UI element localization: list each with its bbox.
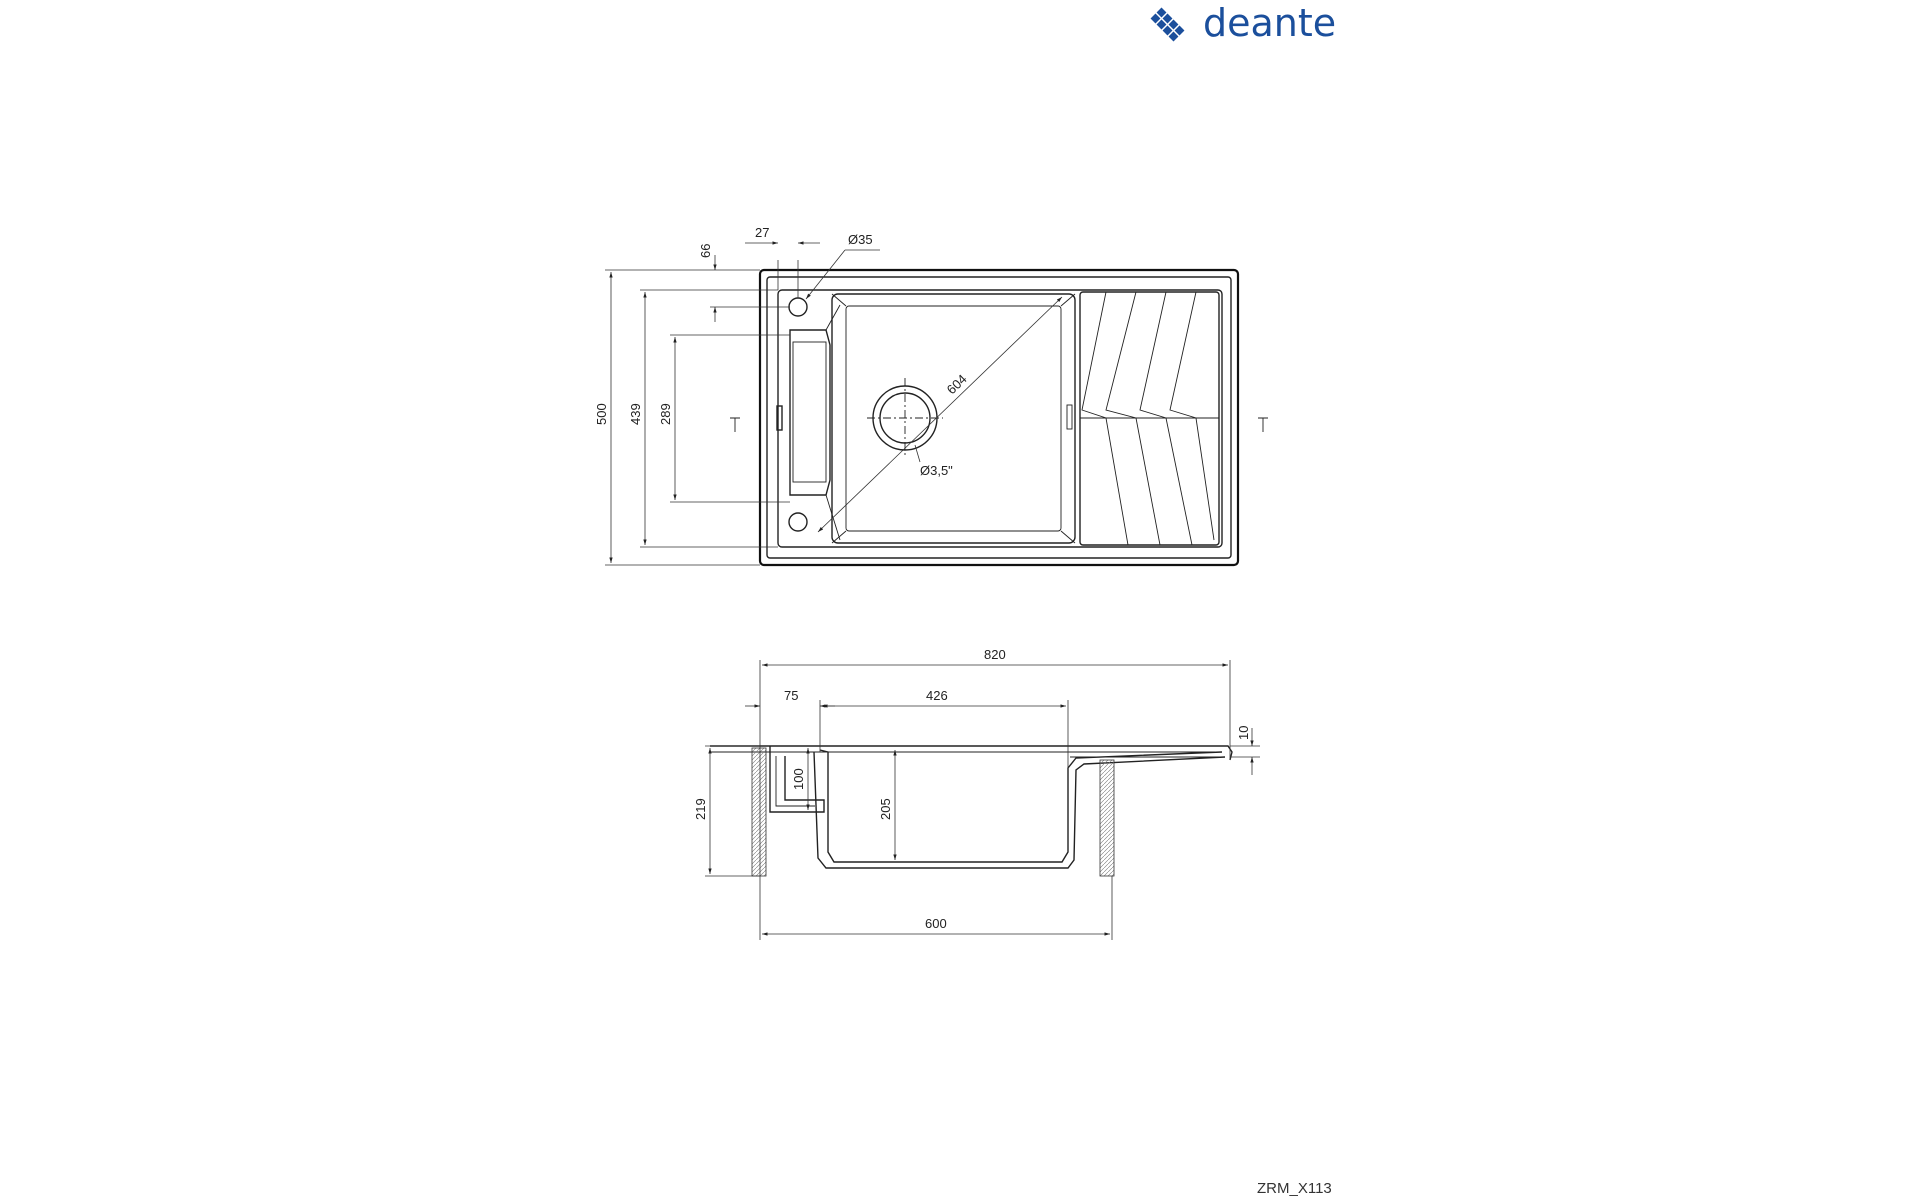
- center-marker-left: [730, 418, 740, 432]
- main-bowl: [832, 294, 1075, 543]
- dim-tap-hole: Ø35: [848, 232, 873, 247]
- dim-overall-depth: 500: [594, 403, 609, 425]
- product-code: ZRM_X113: [1257, 1180, 1332, 1197]
- dim-total-height: 219: [693, 798, 708, 820]
- dim-bowl-width: 426: [926, 688, 948, 703]
- tap-hole-lower: [789, 513, 807, 531]
- dim-bowl-depth-side: 205: [878, 798, 893, 820]
- dim-tray-depth: 100: [791, 768, 806, 790]
- dim-tray-height: 289: [658, 403, 673, 425]
- cabinet-wall-right: [1100, 760, 1114, 876]
- dim-left-offset: 75: [784, 688, 799, 703]
- dim-drain: Ø3,5": [920, 463, 953, 478]
- side-view: [693, 647, 1260, 940]
- deante-ornament-icon: [1151, 8, 1185, 42]
- drain: [867, 378, 943, 456]
- dim-cabinet-width: 600: [925, 916, 947, 931]
- brand-logo: [1151, 1, 1337, 45]
- tap-hole-upper: [789, 298, 807, 316]
- dim-diagonal: 604: [943, 371, 970, 398]
- brand-name: deante: [1203, 1, 1337, 45]
- dim-offset-top: 66: [698, 243, 713, 258]
- side-tray: [790, 330, 830, 495]
- dim-rim-thickness: 10: [1236, 725, 1251, 740]
- dim-offset-left: 27: [755, 225, 770, 240]
- drainer-grooves: [1067, 292, 1219, 545]
- center-marker-right: [1258, 418, 1268, 432]
- cabinet-wall-left: [752, 748, 766, 876]
- sink-section: [710, 746, 1232, 760]
- top-view: [594, 225, 1268, 565]
- dim-overall-width: 820: [984, 647, 1006, 662]
- dim-bowl-depth: 439: [628, 403, 643, 425]
